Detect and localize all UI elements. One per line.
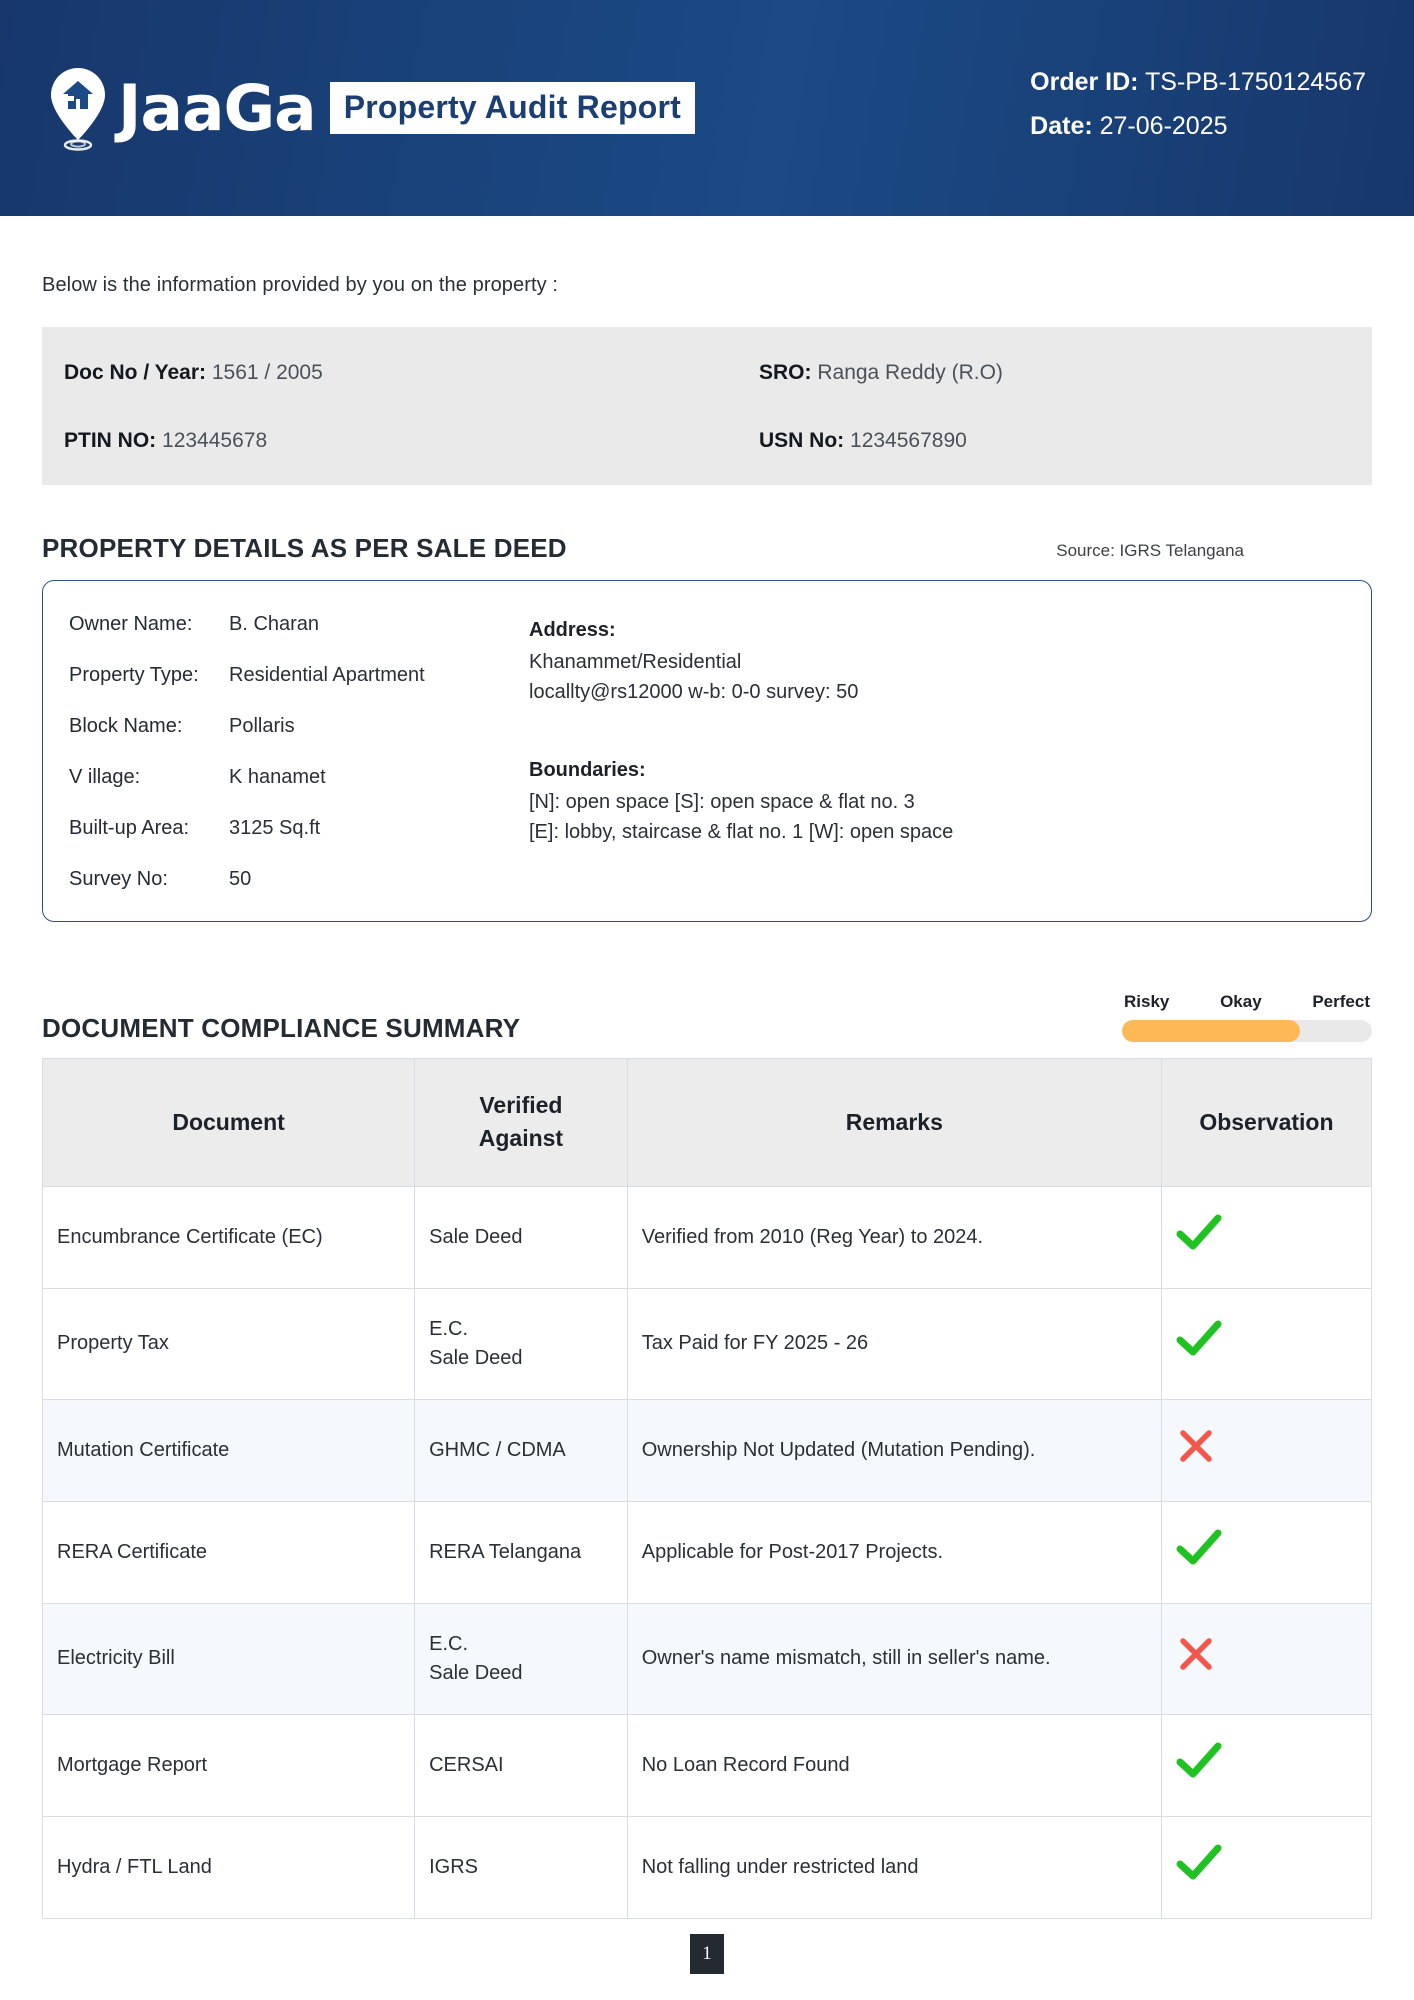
page-number-badge: 1 [690,1934,724,1974]
property-field-built-up-area [69,817,519,840]
table-header-row [43,1059,1372,1187]
cell-remarks: Ownership Not Updated (Mutation Pending). [627,1399,1161,1501]
info-usn [707,429,1350,453]
risk-gauge-fill [1122,1020,1300,1042]
cell-observation [1161,1816,1371,1918]
cell-document: RERA Certificate [43,1501,415,1603]
compliance-section-title: DOCUMENT COMPLIANCE SUMMARY [42,1013,521,1043]
risk-gauge-labels [1122,992,1372,1012]
info-doc-no-label: Doc No / Year: [64,361,206,384]
property-section-title: PROPERTY DETAILS AS PER SALE DEED [42,533,567,563]
risk-gauge [1122,992,1372,1044]
info-sro [707,361,1350,385]
compliance-table-body [43,1186,1372,1918]
cell-observation [1161,1186,1371,1288]
report-header [0,0,1414,216]
property-field-value: B. Charan [229,613,320,635]
property-address-boundaries [519,609,1341,891]
cell-observation [1161,1288,1371,1399]
cell-document: Electricity Bill [43,1603,415,1714]
table-row [43,1714,1372,1816]
table-row [43,1501,1372,1603]
submitted-info-panel [42,327,1372,485]
property-field-value: Residential Apartment [229,664,425,686]
property-field-property-type [69,664,519,687]
property-section-header [42,533,1372,564]
property-address-block [529,619,1341,707]
col-header-observation: Observation [1161,1059,1371,1187]
risk-gauge-track [1122,1020,1372,1042]
cell-verified-against [415,1186,628,1288]
verified-line-1: CERSAI [429,1753,504,1776]
gauge-label-perfect: Perfect [1312,992,1370,1011]
property-field-label: Survey No: [69,868,168,890]
table-row [43,1399,1372,1501]
cell-remarks: Not falling under restricted land [627,1816,1161,1918]
verified-line-1: GHMC / CDMA [429,1438,566,1461]
header-meta [1030,61,1366,155]
check-icon [1176,1213,1222,1253]
col-header-verified-against [415,1059,628,1187]
col-header-remarks: Remarks [627,1059,1161,1187]
property-fields [69,609,519,891]
cell-remarks: Tax Paid for FY 2025 - 26 [627,1288,1161,1399]
info-doc-no-value: 1561 / 2005 [211,361,323,384]
property-field-label: Block Name: [69,715,183,737]
property-field-survey-no [69,868,519,891]
cell-remarks: Applicable for Post-2017 Projects. [627,1501,1161,1603]
property-field-label: Property Type: [69,664,199,686]
verified-line-2: Sale Deed [429,1661,523,1684]
info-doc-no [64,361,707,385]
cell-verified-against [415,1288,628,1399]
property-details-card [42,580,1372,922]
boundaries-title: Boundaries: [529,759,646,782]
cell-remarks: Owner's name mismatch, still in seller's name. [627,1603,1161,1714]
check-icon [1176,1528,1222,1568]
date-line [1030,105,1366,149]
property-boundaries-block [529,759,1341,847]
property-section-source: Source: IGRS Telangana [1056,541,1244,560]
date-label: Date: [1030,112,1093,140]
gauge-label-okay: Okay [1220,992,1262,1011]
address-line-2: locallty@rs12000 w-b: 0-0 survey: 50 [529,680,859,703]
brand-block [44,64,695,152]
order-id-value: TS-PB-1750124567 [1145,68,1366,97]
property-field-value: Pollaris [229,715,295,737]
address-line-1: Khanammet/Residential [529,651,742,673]
info-usn-value: 1234567890 [850,429,967,452]
info-ptin [64,429,707,453]
check-icon [1176,1319,1222,1359]
property-field-label: Built-up Area: [69,817,190,839]
col-header-verified-line1: Verified [479,1092,563,1118]
table-row [43,1288,1372,1399]
cell-observation [1161,1501,1371,1603]
boundaries-line-1: [N]: open space [S]: open space & flat no. 3 [529,791,915,814]
verified-line-1: RERA Telangana [429,1540,582,1563]
table-row [43,1603,1372,1714]
gauge-label-risky: Risky [1124,992,1170,1011]
info-ptin-value: 123445678 [162,429,268,452]
verified-line-1: E.C. [429,1632,469,1655]
compliance-table [42,1058,1372,1919]
address-title: Address: [529,619,616,641]
col-header-document: Document [43,1059,415,1187]
property-field-owner-name [69,613,519,636]
cell-document: Property Tax [43,1288,415,1399]
cross-icon [1176,1634,1216,1674]
property-field-value: 50 [229,868,252,890]
verified-line-1: Sale Deed [429,1225,523,1248]
table-row [43,1186,1372,1288]
compliance-table-head [43,1059,1372,1187]
cell-remarks: No Loan Record Found [627,1714,1161,1816]
cell-verified-against [415,1399,628,1501]
boundaries-line-2: [E]: lobby, staircase & flat no. 1 [W]: open space [529,820,954,843]
property-field-village [69,766,519,789]
page-footer [0,1934,1414,1974]
cross-icon [1176,1426,1216,1466]
verified-line-2: Sale Deed [429,1346,523,1369]
property-field-block-name [69,715,519,738]
cell-observation [1161,1603,1371,1714]
cell-verified-against [415,1603,628,1714]
info-ptin-label: PTIN NO: [64,429,157,452]
date-value: 27-06-2025 [1099,112,1228,140]
cell-observation [1161,1399,1371,1501]
cell-remarks: Verified from 2010 (Reg Year) to 2024. [627,1186,1161,1288]
cell-document: Encumbrance Certificate (EC) [43,1186,415,1288]
map-pin-house-icon [44,64,112,152]
cell-document: Mortgage Report [43,1714,415,1816]
info-sro-label: SRO: [759,361,812,384]
cell-verified-against [415,1816,628,1918]
property-field-value: 3125 Sq.ft [229,817,321,839]
check-icon [1176,1843,1222,1883]
cell-verified-against [415,1501,628,1603]
property-field-value: K hanamet [229,766,326,788]
table-row [43,1816,1372,1918]
brand-name: JaaGa [118,71,316,145]
property-field-label: V illage: [69,766,141,788]
cell-document: Mutation Certificate [43,1399,415,1501]
cell-document: Hydra / FTL Land [43,1816,415,1918]
report-title: Property Audit Report [330,82,695,134]
col-header-verified-line2: Against [478,1125,564,1152]
verified-line-1: IGRS [429,1855,479,1878]
check-icon [1176,1741,1222,1781]
info-sro-value: Ranga Reddy (R.O) [817,361,1003,384]
cell-observation [1161,1714,1371,1816]
compliance-section-header [42,992,1372,1044]
intro-text: Below is the information provided by you on the property : [42,274,559,296]
info-usn-label: USN No: [759,429,845,452]
order-id-label: Order ID: [1030,68,1139,97]
cell-verified-against [415,1714,628,1816]
verified-line-1: E.C. [429,1317,469,1340]
property-field-label: Owner Name: [69,613,193,635]
order-id-line [1030,61,1366,105]
report-content [0,274,1414,1919]
